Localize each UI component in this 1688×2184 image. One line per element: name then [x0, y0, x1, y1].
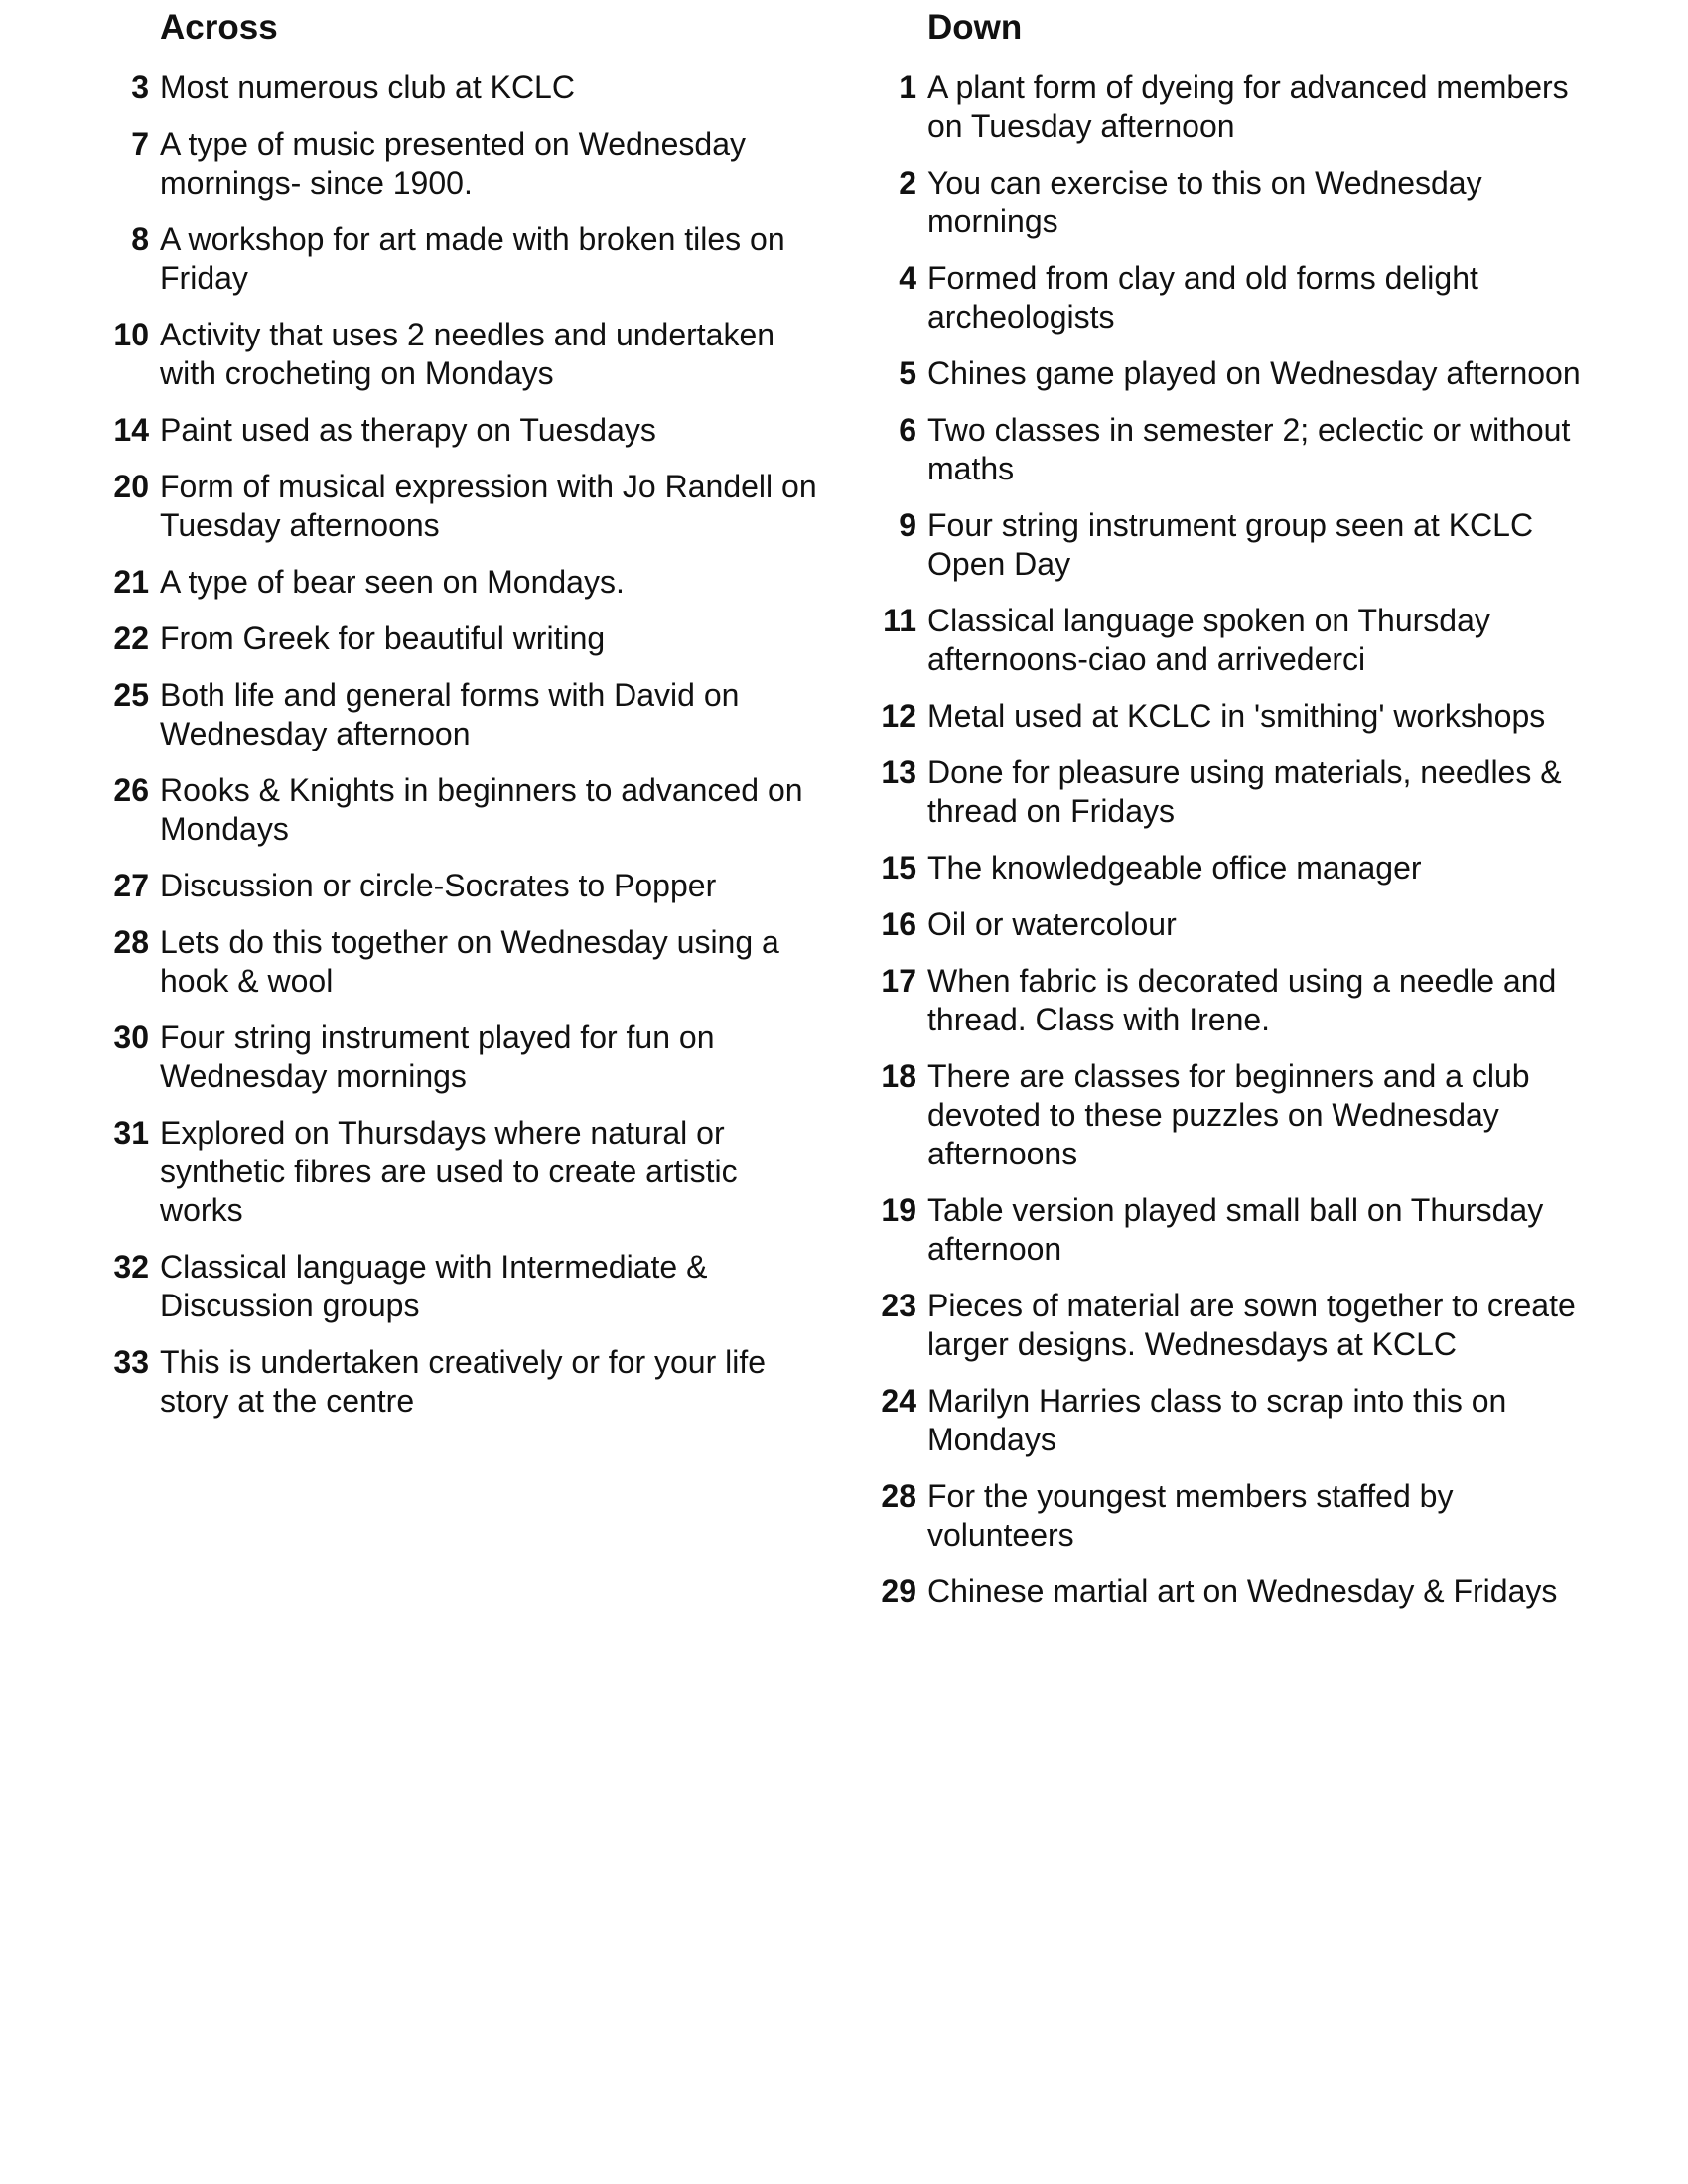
clue-text: Done for pleasure using materials, needles & thread on Fridays	[927, 754, 1562, 829]
clue-number: 33	[113, 1344, 149, 1380]
clue-item	[99, 220, 824, 298]
clue-text: Formed from clay and old forms delight archeologists	[927, 260, 1478, 335]
clue-item	[867, 1287, 1602, 1364]
clue-item	[867, 849, 1602, 887]
clue-item	[867, 259, 1602, 337]
clue-number: 24	[881, 1383, 916, 1419]
clue-number: 30	[113, 1020, 149, 1055]
clue-text: A type of bear seen on Mondays.	[160, 564, 625, 600]
clue-item	[867, 602, 1602, 679]
clue-text: Most numerous club at KCLC	[160, 69, 575, 105]
clue-number: 6	[899, 412, 916, 448]
clue-number: 25	[113, 677, 149, 713]
clue-text: The knowledgeable office manager	[927, 850, 1422, 886]
clue-text: A type of music presented on Wednesday mornings- since 1900.	[160, 126, 746, 201]
clue-item	[867, 1382, 1602, 1459]
clue-text: Four string instrument group seen at KCLC Open Day	[927, 507, 1534, 582]
clue-text: Marilyn Harries class to scrap into this on Mondays	[927, 1383, 1507, 1457]
clue-text: Oil or watercolour	[927, 906, 1177, 942]
clue-item	[867, 411, 1602, 488]
clue-text: Four string instrument played for fun on Wednesday mornings	[160, 1020, 715, 1094]
clue-text: Form of musical expression with Jo Randell on Tuesday afternoons	[160, 469, 817, 543]
clue-item	[99, 1114, 824, 1230]
clue-text: Classical language spoken on Thursday afternoons-ciao and arrivederci	[927, 603, 1490, 677]
clue-text: A workshop for art made with broken tiles on Friday	[160, 221, 785, 296]
clue-text: Table version played small ball on Thursday afternoon	[927, 1192, 1544, 1267]
clue-number: 31	[113, 1115, 149, 1151]
clue-number: 3	[131, 69, 149, 105]
clue-number: 18	[881, 1058, 916, 1094]
clue-text: Chinese martial art on Wednesday & Fridays	[927, 1573, 1558, 1609]
clue-number: 4	[899, 260, 916, 296]
across-clue-list	[99, 68, 824, 1421]
clue-number: 28	[113, 924, 149, 960]
clue-item	[867, 1572, 1602, 1611]
clue-item	[99, 1343, 824, 1421]
clue-item	[867, 68, 1602, 146]
clue-number: 26	[113, 772, 149, 808]
clue-number: 17	[881, 963, 916, 999]
clue-text: Chines game played on Wednesday afternoon	[927, 355, 1581, 391]
down-heading: Down	[927, 8, 1023, 47]
clue-item	[867, 506, 1602, 584]
clue-number: 23	[881, 1288, 916, 1323]
clue-text: A plant form of dyeing for advanced members on Tuesday afternoon	[927, 69, 1569, 144]
clue-text: You can exercise to this on Wednesday mornings	[927, 165, 1482, 239]
clue-number: 5	[899, 355, 916, 391]
clue-item	[99, 125, 824, 203]
clue-text: This is undertaken creatively or for your life story at the centre	[160, 1344, 767, 1419]
clue-item	[99, 411, 824, 450]
clue-item	[867, 1477, 1602, 1555]
clue-number: 8	[131, 221, 149, 257]
down-clue-list	[867, 68, 1602, 1611]
clue-item	[99, 676, 824, 753]
clue-text: For the youngest members staffed by volunteers	[927, 1478, 1454, 1553]
across-heading: Across	[160, 8, 278, 47]
clue-text: From Greek for beautiful writing	[160, 620, 606, 656]
clue-text: Activity that uses 2 needles and undertaken with crocheting on Mondays	[160, 317, 775, 391]
clue-item	[99, 923, 824, 1001]
clue-item	[99, 68, 824, 107]
clue-item	[99, 1019, 824, 1096]
clue-number: 15	[881, 850, 916, 886]
clue-text: Metal used at KCLC in 'smithing' workshops	[927, 698, 1546, 734]
clue-item	[867, 1191, 1602, 1269]
clue-number: 28	[881, 1478, 916, 1514]
clue-number: 12	[881, 698, 916, 734]
clue-text: Paint used as therapy on Tuesdays	[160, 412, 656, 448]
clue-text: Two classes in semester 2; eclectic or without maths	[927, 412, 1571, 486]
clue-item	[867, 164, 1602, 241]
clue-item	[99, 619, 824, 658]
clue-number: 10	[113, 317, 149, 352]
clue-number: 19	[881, 1192, 916, 1228]
clue-item	[867, 697, 1602, 736]
clue-text: There are classes for beginners and a club devoted to these puzzles on Wednesday afternoons	[927, 1058, 1530, 1171]
clue-number: 14	[113, 412, 149, 448]
clue-text: Pieces of material are sown together to create larger designs. Wednesdays at KCLC	[927, 1288, 1576, 1362]
clue-item	[99, 1248, 824, 1325]
clue-item	[867, 753, 1602, 831]
clue-number: 7	[131, 126, 149, 162]
down-column	[867, 0, 1602, 1629]
clue-number: 11	[883, 603, 916, 638]
clue-item	[867, 1057, 1602, 1173]
clue-number: 29	[881, 1573, 916, 1609]
clue-number: 16	[881, 906, 916, 942]
clue-number: 9	[899, 507, 916, 543]
clue-text: Classical language with Intermediate & Discussion groups	[160, 1249, 708, 1323]
clue-number: 32	[113, 1249, 149, 1285]
clue-item	[99, 867, 824, 905]
clue-item	[99, 563, 824, 602]
clue-item	[867, 905, 1602, 944]
clue-number: 21	[113, 564, 149, 600]
clue-number: 22	[113, 620, 149, 656]
clue-text: Rooks & Knights in beginners to advanced on Mondays	[160, 772, 803, 847]
clue-number: 27	[113, 868, 149, 903]
clue-item	[99, 316, 824, 393]
clue-number: 2	[899, 165, 916, 201]
clue-text: Discussion or circle-Socrates to Popper	[160, 868, 717, 903]
across-column	[99, 0, 824, 1438]
clue-item	[99, 468, 824, 545]
clue-number: 1	[899, 69, 916, 105]
clue-number: 20	[113, 469, 149, 504]
clue-text: Both life and general forms with David on Wednesday afternoon	[160, 677, 740, 751]
clue-text: When fabric is decorated using a needle and thread. Class with Irene.	[927, 963, 1557, 1037]
clue-item	[867, 354, 1602, 393]
clue-item	[99, 771, 824, 849]
clue-number: 13	[881, 754, 916, 790]
clue-text: Lets do this together on Wednesday using a hook & wool	[160, 924, 779, 999]
clue-text: Explored on Thursdays where natural or synthetic fibres are used to create artistic works	[160, 1115, 738, 1228]
clue-item	[867, 962, 1602, 1039]
